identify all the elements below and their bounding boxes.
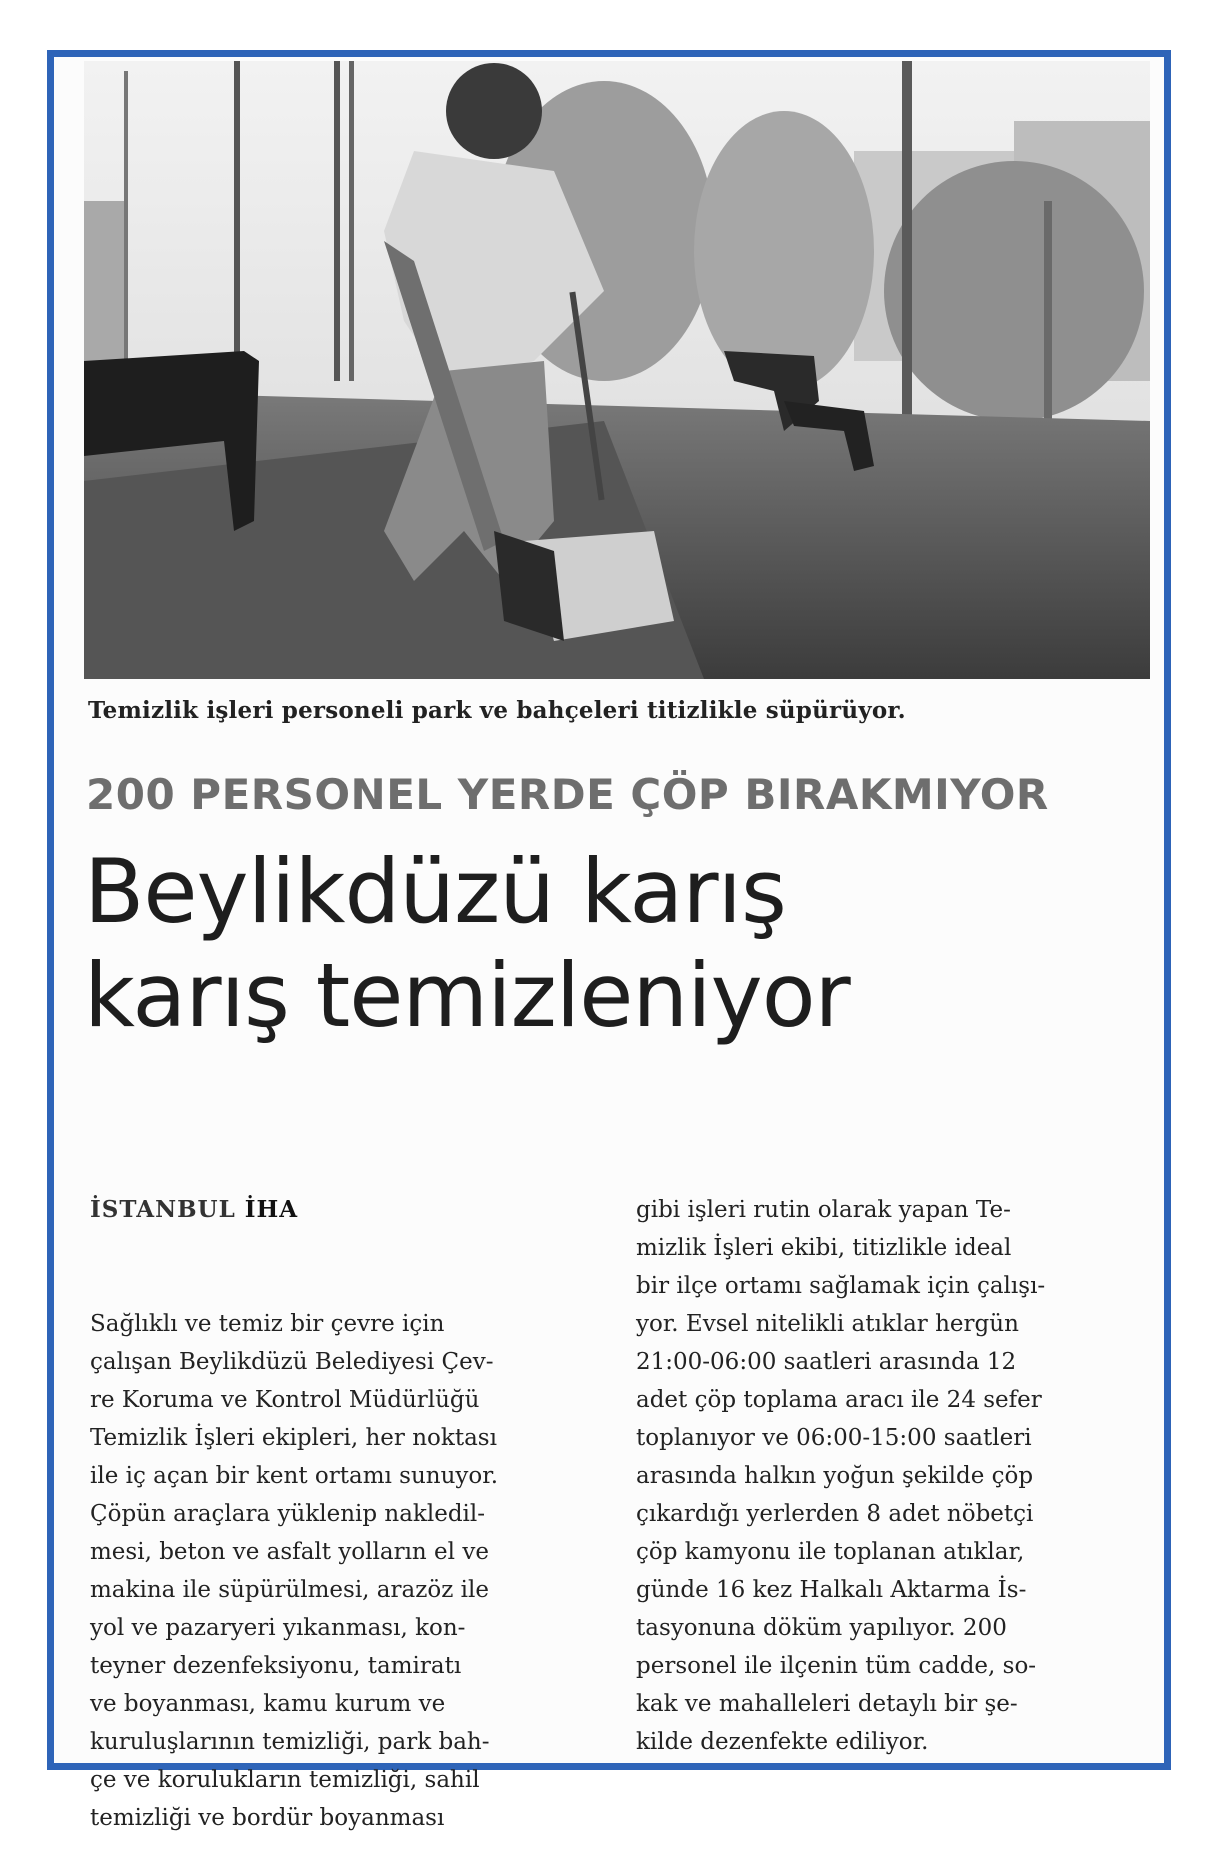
body-text-line: adet çöp toplama aracı ile 24 sefer [636,1387,1042,1413]
body-text-line: toplanıyor ve 06:00-15:00 saatleri [636,1425,1032,1451]
body-text-line: çöp kamyonu ile toplanan atıklar, [636,1539,1025,1565]
page-title [84,840,1164,1048]
left-lines [90,1305,590,1837]
byline-city: İSTANBUL [90,1196,236,1223]
body-text-line: ile iç açan bir kent ortamı sunuyor. [90,1463,499,1489]
body-text-line: teyner dezenfeksiyonu, tamiratı [90,1653,462,1679]
body-text-line: çalışan Beylikdüzü Belediyesi Çev- [90,1349,494,1375]
body-text-line: kak ve mahalleleri detaylı bir şe- [636,1691,1018,1717]
body-text-line: 21:00-06:00 saatleri arasında 12 [636,1349,1017,1375]
photo-caption: Temizlik işleri personeli park ve bahçeleri titizlikle süpürüyor. [88,697,906,724]
headline-line-2: karış temizleniyor [84,944,850,1047]
body-text-line: arasında halkın yoğun şekilde çöp [636,1463,1034,1489]
body-text-line: Çöpün araçlara yüklenip nakledil- [90,1501,486,1527]
body-text-line: Temizlik İşleri ekipleri, her noktası [90,1425,497,1451]
body-text-line: yor. Evsel nitelikli atıklar hergün [636,1311,1019,1337]
body-text-line: bir ilçe ortamı sağlamak için çalışı- [636,1273,1046,1299]
byline [90,1191,590,1229]
body-column-right [636,1115,1156,1799]
body-text-line: Sağlıklı ve temiz bir çevre için [90,1311,445,1337]
body-text-line: yol ve pazaryeri yıkanması, kon- [90,1615,466,1641]
body-text-line: re Koruma ve Kontrol Müdürlüğü [90,1387,480,1413]
body-text-line: ve boyanması, kamu kurum ve [90,1691,446,1717]
body-column-left [90,1115,590,1875]
body-text-line: kilde dezenfekte ediliyor. [636,1729,929,1755]
body-text-line: mesi, beton ve asfalt yolların el ve [90,1539,489,1565]
body-text-line: çe ve korulukların temizliği, sahil [90,1767,480,1793]
body-text-line: makina ile süpürülmesi, arazöz ile [90,1577,489,1603]
body-text-line: tasyonuna döküm yapılıyor. 200 [636,1615,1007,1641]
body-text-line: çıkardığı yerlerden 8 adet nöbetçi [636,1501,1034,1527]
article-photo [84,61,1150,679]
body-text-line: kuruluşlarının temizliği, park bah- [90,1729,490,1755]
body-text-line: personel ile ilçenin tüm cadde, so- [636,1653,1037,1679]
body-text-line: temizliği ve bordür boyanması [90,1805,445,1831]
headline-line-1: Beylikdüzü karış [84,840,786,943]
byline-agency: İHA [244,1196,299,1223]
park-cleaning-photo [84,61,1150,679]
body-text-line: gibi işleri rutin olarak yapan Te- [636,1197,1011,1223]
body-text-line: mizlik İşleri ekibi, titizlikle ideal [636,1235,1012,1261]
kicker-headline: 200 PERSONEL YERDE ÇÖP BIRAKMIYOR [86,770,1049,819]
body-text-line: günde 16 kez Halkalı Aktarma İs- [636,1577,1027,1603]
right-lines [636,1191,1156,1761]
